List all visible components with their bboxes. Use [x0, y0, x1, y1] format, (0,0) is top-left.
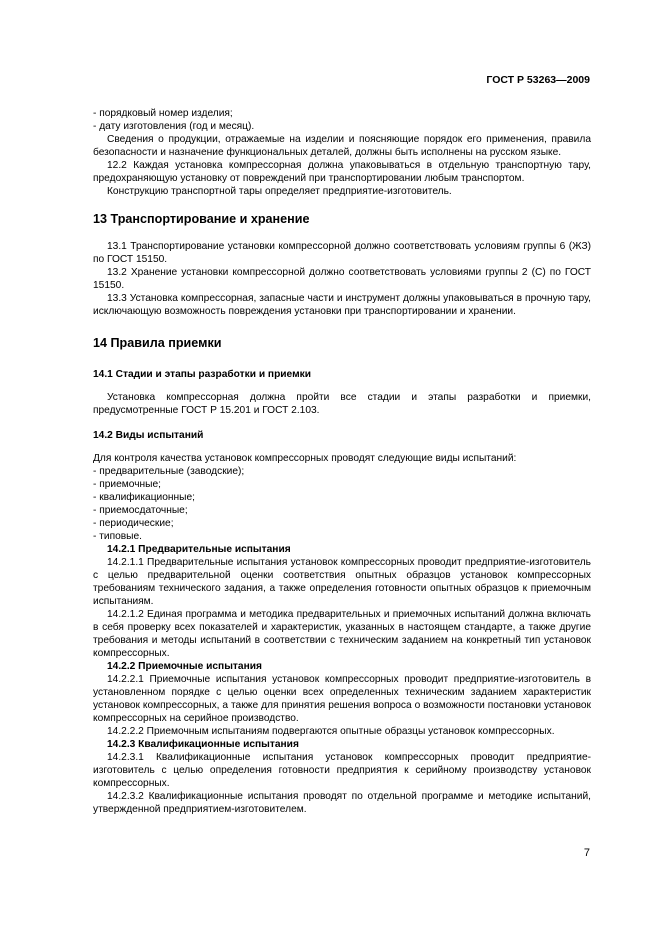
paragraph: Конструкцию транспортной тары определяет предприятие-изготовитель.	[107, 186, 452, 197]
paragraph: 13.1 Транспортирование установки компрессорной должно соответствовать условиям группы 6 (ЖЗ) по ГОСТ 15150.	[93, 241, 591, 265]
list-item: - типовые.	[93, 531, 142, 542]
section-title: 14 Правила приемки	[93, 336, 222, 350]
paragraph: Установка компрессорная должна пройти все стадии и этапы разработки и приемки, предусмотренные ГОСТ Р 15.201 и ГОСТ 2.103.	[93, 392, 591, 416]
list-item: - периодические;	[93, 518, 174, 529]
paragraph: 14.2.3.1 Квалификационные испытания установок компрессорных проводит предприятие-изготовитель с целью определения готовности предприятия к серийному производству установок компрессорных.	[93, 752, 591, 789]
paragraph: 14.2.2.1 Приемочные испытания установок компрессорных проводит предприятие-изготовитель в установленном порядке с целью оценки всех определенных техническим заданием характеристик установок компрессорных, а также для принятия решения вопроса о возможности постановки установок компрессорных на серийное производство.	[93, 674, 591, 724]
subsubsection-title: 14.2.3 Квалификационные испытания	[107, 739, 299, 750]
page-content	[93, 107, 591, 816]
list-item: - предварительные (заводские);	[93, 466, 245, 477]
test-types-list	[93, 465, 591, 543]
paragraph: Сведения о продукции, отражаемые на изделии и поясняющие порядок его применения, правила безопасности и назначение функциональных деталей, должны быть исполнены на русском языке.	[93, 134, 591, 158]
document-header: ГОСТ Р 53263—2009	[486, 74, 590, 86]
paragraph: 13.2 Хранение установки компрессорной должно соответствовать условиями группы 2 (С) по ГОСТ 15150.	[93, 267, 591, 291]
subsection-title: 14.1 Стадии и этапы разработки и приемки	[93, 369, 311, 380]
subsection-title: 14.2 Виды испытаний	[93, 430, 204, 441]
marking-list	[93, 107, 591, 133]
paragraph: 13.3 Установка компрессорная, запасные части и инструмент должны упаковываться в прочную тару, исключающую возможность повреждения установки при транспортировании и хранении.	[93, 293, 591, 317]
list-item: - приемосдаточные;	[93, 505, 188, 516]
paragraph: Для контроля качества установок компрессорных проводят следующие виды испытаний:	[93, 453, 517, 464]
paragraph: 14.2.1.1 Предварительные испытания установок компрессорных проводит предприятие-изготовитель с целью предварительной оценки соответствия опытных образцов установок компрессорных требованиям технического задания, а также определения готовности опытных образцов к приемочным испытаниям.	[93, 557, 591, 607]
paragraph: 14.2.3.2 Квалификационные испытания проводят по отдельной программе и методике испытаний, утвержденной предприятием-изготовителем.	[93, 791, 591, 815]
list-item: - квалификационные;	[93, 492, 195, 503]
list-item: - приемочные;	[93, 479, 161, 490]
paragraph: 14.2.1.2 Единая программа и методика предварительных и приемочных испытаний должна включать в себя проверку всех показателей и характеристик, указанных в настоящем стандарте, а также другие требования и методы испытаний в соответствии с техническим заданием на конкретный тип установок компрессорных.	[93, 609, 591, 659]
page-number: 7	[583, 847, 590, 859]
subsubsection-title: 14.2.1 Предварительные испытания	[107, 544, 291, 555]
paragraph: 14.2.2.2 Приемочным испытаниям подвергаются опытные образцы установок компрессорных.	[107, 726, 555, 737]
subsubsection-title: 14.2.2 Приемочные испытания	[107, 661, 262, 672]
section-title: 13 Транспортирование и хранение	[93, 212, 310, 226]
list-item: - порядковый номер изделия;	[93, 108, 233, 119]
paragraph: 12.2 Каждая установка компрессорная должна упаковываться в отдельную транспортную тару, предохраняющую установку от повреждений при транспортировании любым транспортом.	[93, 160, 591, 184]
list-item: - дату изготовления (год и месяц).	[93, 121, 255, 132]
